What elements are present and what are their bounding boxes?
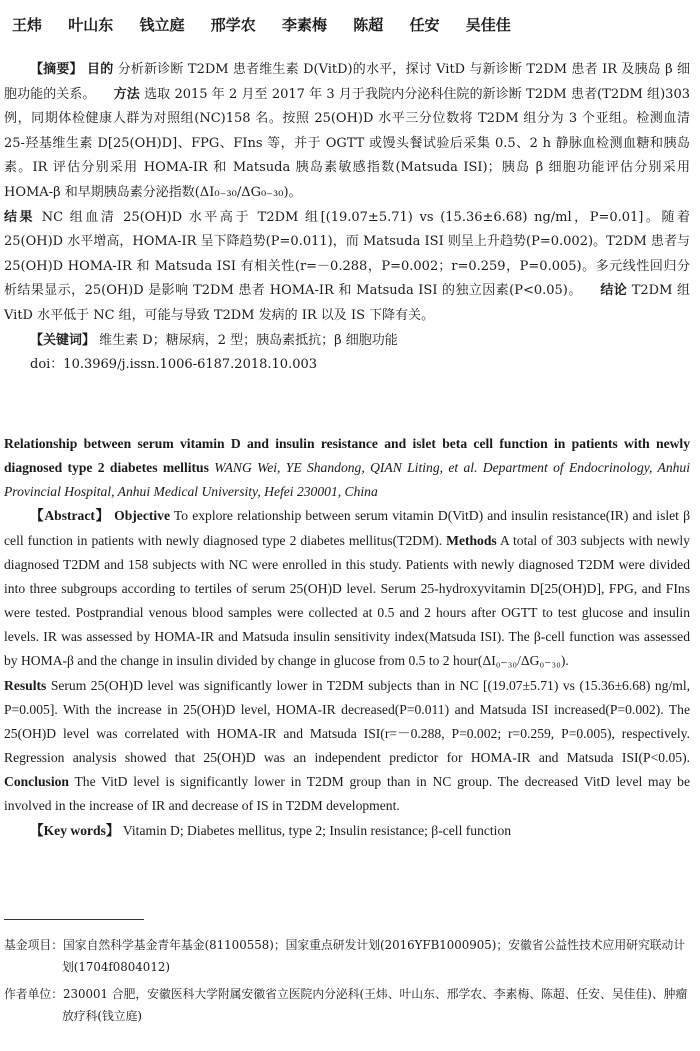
cn-keywords-label: 【关键词】: [30, 332, 96, 348]
author-name: 钱立庭: [139, 16, 185, 34]
cn-conclusion-label: 结论: [600, 283, 628, 299]
en-methods-text: A total of 303 subjects with newly diagnosed T2DM and 158 subjects with NC were enrolled in this study. Patients with newly diagnosed T2DM were divided into three subgroups according to tertiles of serum 25(OH)D level. Serum 25-hydroxyvitamin D[25(OH)D], FPG, and FIns were tested. Postprandial venous blood samples were collected at 0.5 and 2 hours after OGTT to test glucose and insulin levels. IR was assessed by HOMA-IR and Matsuda insulin sensitivity index(Matsuda ISI). The β-cell function was assessed by HOMA-β and the change in insulin divided by change in glucose from 0.5 to 2 hour(ΔI₀₋₃₀/ΔG₀₋₃₀).: [4, 532, 690, 669]
footnotes: [4, 934, 690, 1032]
author-name: 王炜: [12, 16, 43, 34]
en-abstract-label: 【Abstract】: [30, 508, 110, 524]
fund-text: 国家自然科学基金青年基金(81100558)；国家重点研发计划(2016YFB1000905)；安徽省公益性技术应用研究联动计划(1704f0804012): [62, 938, 686, 974]
en-results-text: Serum 25(OH)D level was significantly lower in T2DM subjects than in NC [(19.07±5.71) vs (15.36±6.68) ng/ml, P=0.005]. With the increase in 25(OH)D level, HOMA-IR decreased(P=0.011) and Matsuda ISI increased(P=0.002). The 25(OH)D level was correlated with HOMA-IR and Matsuda ISI(r=－0.288, P=0.002; r=0.259, P=0.005), respectively. Regression analysis showed that 25(OH)D was an independent predictor for HOMA-IR and Matsuda ISI(P<0.05).: [4, 677, 690, 766]
en-abstract-paragraph: [4, 504, 690, 673]
fund-label: 基金项目：: [4, 938, 63, 952]
cn-objective-label: 目的: [87, 62, 114, 77]
en-methods-label: Methods: [446, 532, 497, 548]
author-name: 陈超: [353, 16, 384, 34]
cn-results-label: 结果: [4, 209, 36, 225]
en-title-paragraph: [4, 432, 690, 504]
en-results-label: Results: [4, 677, 47, 693]
cn-methods-label: 方法: [113, 86, 140, 102]
cn-results-paragraph: [4, 206, 690, 329]
cn-keywords-line: [4, 329, 690, 354]
affiliation-footnote: [4, 983, 690, 1027]
author-name: 吴佳佳: [465, 16, 511, 34]
footnote-divider: [4, 919, 144, 920]
cn-keywords-text: 维生素 D；糖尿病，2 型；胰岛素抵抗；β 细胞功能: [99, 332, 398, 348]
en-title: Relationship between serum vitamin D and insulin resistance and islet beta cell function in patients with newly diagnosed type 2 diabetes mellitus: [4, 436, 690, 476]
doi-line: doi：10.3969/j.issn.1006-6187.2018.10.003: [30, 357, 318, 373]
en-keywords-label: 【Key words】: [30, 822, 120, 838]
en-authors-affiliation: WANG Wei, YE Shandong, QIAN Liting, et al. Department of Endocrinology, Anhui Provincial Hospital, Anhui Medical University, Hefei 230001, China: [4, 460, 690, 500]
affiliation-label: 作者单位：: [4, 987, 63, 1001]
en-keywords-line: [4, 819, 690, 843]
english-abstract: [4, 432, 690, 843]
en-results-paragraph: [4, 674, 690, 819]
en-keywords-text: Vitamin D; Diabetes mellitus, type 2; Insulin resistance; β-cell function: [122, 822, 512, 838]
cn-conclusion-text: T2DM 组 VitD 水平低于 NC 组，可能与导致 T2DM 发病的 IR 以及 IS 下降有关。: [4, 283, 690, 323]
fund-footnote: [4, 934, 690, 978]
en-conclusion-label: Conclusion: [4, 774, 69, 790]
cn-objective-text: 分析新诊断 T2DM 患者维生素 D(VitD)的水平，探讨 VitD 与新诊断 T2DM 患者 IR 及胰岛 β 细胞功能的关系。: [4, 62, 690, 102]
cn-results-text: NC 组血清 25(OH)D 水平高于 T2DM 组[(19.07±5.71) vs (15.36±6.68) ng/ml，P=0.01]。随着 25(OH)D 水平增高，HOMA-IR 呈下降趋势(P=0.011)，而 Matsuda ISI 则呈上升趋势(P=0.002)。T2DM 患者与 25(OH)D HOMA-IR 和 Matsuda ISI 有相关性(r=－0.288，P=0.002；r=0.259，P=0.005)。多元线性回归分析结果显示，25(OH)D 是影响 T2DM 患者 HOMA-IR 和 Matsuda ISI 的独立因素(P<0.05)。: [4, 209, 691, 299]
en-objective-text: To explore relationship between serum vitamin D(VitD) and insulin resistance(IR) and islet β cell function in patients with newly diagnosed type 2 diabetes mellitus(T2DM).: [4, 508, 691, 548]
author-name: 叶山东: [68, 16, 114, 34]
author-name: 李素梅: [282, 16, 328, 34]
chinese-abstract: [4, 58, 690, 378]
en-objective-label: Objective: [114, 508, 171, 524]
en-conclusion-text: The VitD level is significantly lower in T2DM group than in NC group. The decreased VitD level may be involved in the increase of IR and decrease of IS in T2DM development.: [4, 774, 690, 814]
cn-abstract-paragraph: [4, 58, 690, 206]
cn-methods-text: 选取 2015 年 2 月至 2017 年 3 月于我院内分泌科住院的新诊断 T2DM 患者(T2DM 组)303 例，同期体检健康人群为对照组(NC)158 名。按照 25(OH)D 水平三分位数将 T2DM 组分为 3 个亚组。检测血清 25-羟基维生素 D[25(OH)D]、FPG、FIns 等，并于 OGTT 或馒头餐试验后采集 0.5、2 h 静脉血检测血糖和胰岛素。IR 评估分别采用 HOMA-IR 和 Matsuda 胰岛素敏感指数(Matsuda ISI)；胰岛 β 细胞功能评估分别采用 HOMA-β 和早期胰岛素分泌指数(ΔI₀₋₃₀/ΔG₀₋₃₀)。: [4, 86, 690, 200]
affiliation-text: 230001 合肥，安徽医科大学附属安徽省立医院内分泌科(王炜、叶山东、邢学农、李素梅、陈超、任安、吴佳佳)、肿瘤放疗科(钱立庭): [62, 987, 688, 1023]
cn-abstract-label: 【摘要】: [30, 62, 83, 77]
author-list: [12, 14, 692, 35]
author-name: 邢学农: [210, 16, 256, 34]
author-name: 任安: [409, 16, 440, 34]
